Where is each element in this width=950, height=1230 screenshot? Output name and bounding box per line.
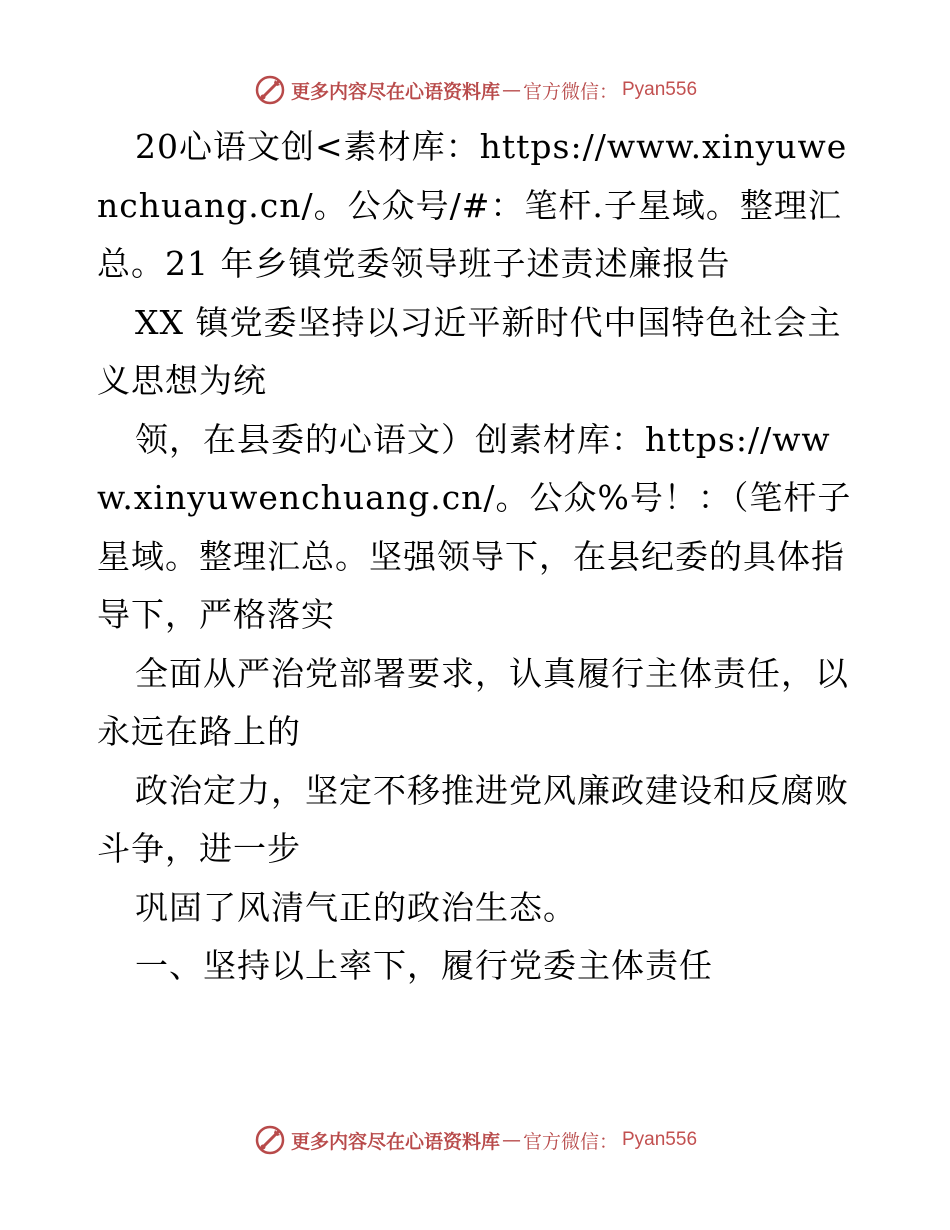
header-brand-text: 更多内容尽在心语资料库 <box>290 80 500 103</box>
paragraph-6: 巩固了风清气正的政治生态。 <box>135 887 577 927</box>
footer-separator: — <box>501 1129 521 1151</box>
header-banner <box>0 70 950 110</box>
paragraph-1: 20心语文创<素材库：https://www.xinyuwenchuang.cn/。公众号/#：笔杆.子星域。整理汇总。21 年乡镇党委领导班子述责述廉报告 <box>97 127 848 283</box>
section-heading: 一、坚持以上率下，履行党委主体责任 <box>135 946 713 985</box>
footer-banner <box>0 1120 950 1160</box>
header-separator: — <box>501 79 521 101</box>
footer-wechat-label: 官方微信： <box>522 1130 618 1153</box>
pen-logo-icon <box>253 1123 287 1157</box>
document-body <box>97 118 857 996</box>
paragraph-2: XX 镇党委坚持以习近平新时代中国特色社会主义思想为统 <box>97 302 842 400</box>
pen-logo-icon <box>253 73 287 107</box>
footer-brand-text: 更多内容尽在心语资料库 <box>290 1130 500 1153</box>
paragraph-4: 全面从严治党部署要求，认真履行主体责任，以永远在路上的 <box>97 653 849 751</box>
header-wechat-id: Pyan556 <box>622 79 698 100</box>
header-wechat-label: 官方微信： <box>522 80 618 103</box>
footer-wechat-id: Pyan556 <box>622 1129 698 1150</box>
paragraph-3: 领，在县委的心语文）创素材库：https://www.xinyuwenchuang.cn/。公众%号！：（笔杆子星域。整理汇总。坚强领导下，在县纪委的具体指导下，严格落实 <box>97 419 852 634</box>
paragraph-5: 政治定力，坚定不移推进党风廉政建设和反腐败斗争，进一步 <box>97 770 849 868</box>
